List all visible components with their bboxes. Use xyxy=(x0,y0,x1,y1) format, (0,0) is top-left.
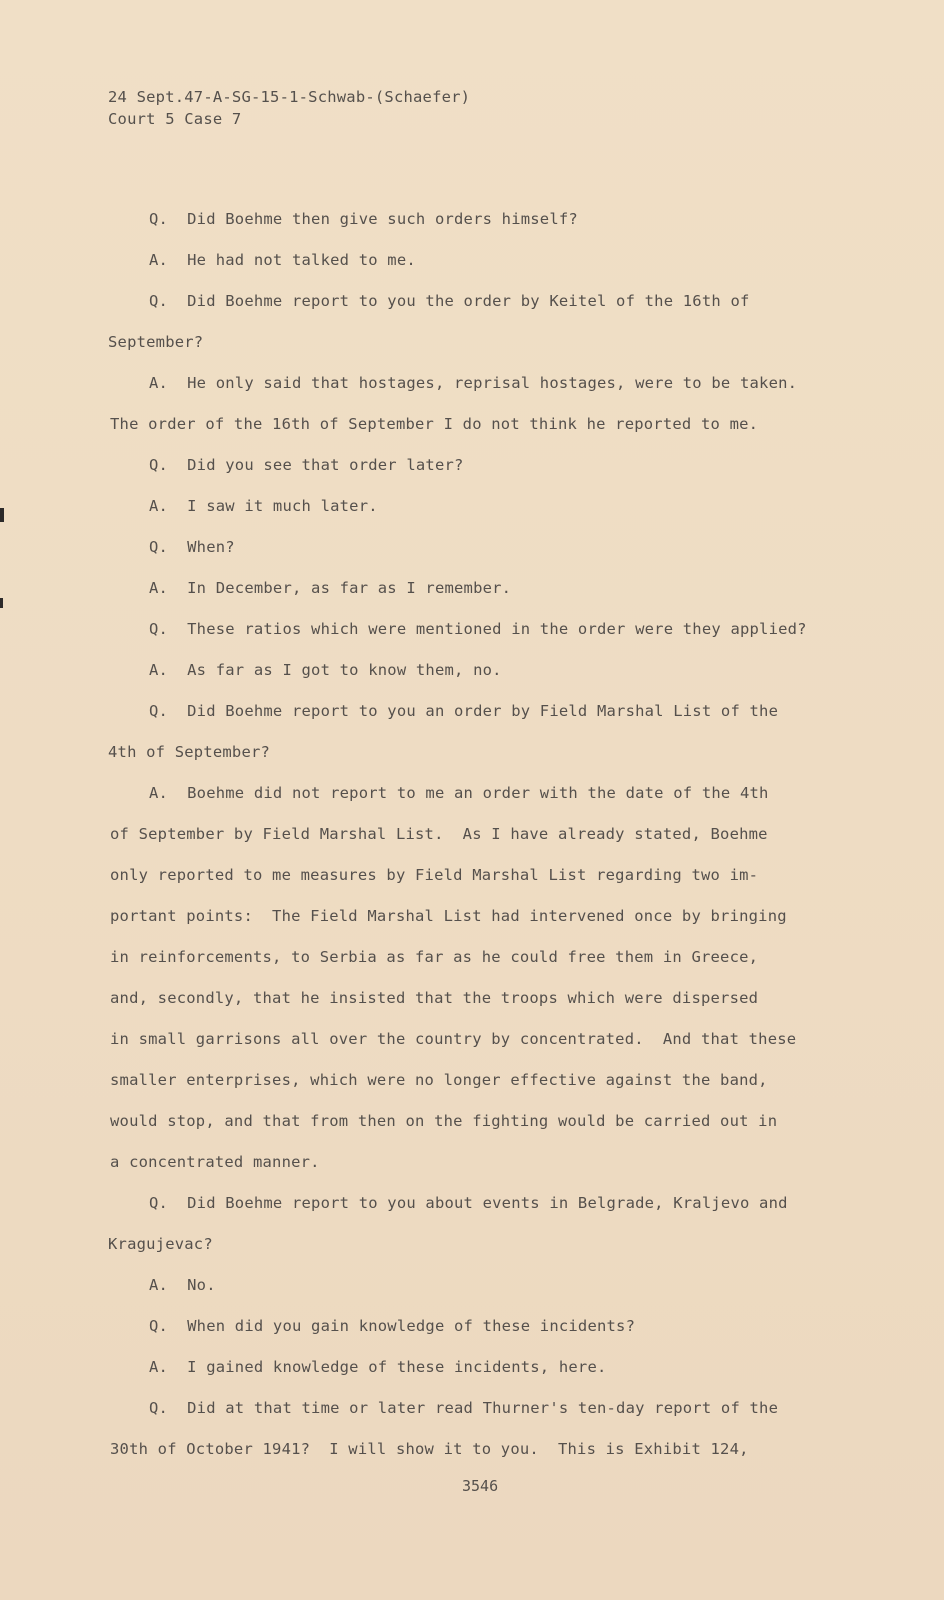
transcript-line: in small garrisons all over the country by concentrated. And that these xyxy=(110,1030,797,1048)
transcript-line: would stop, and that from then on the fighting would be carried out in xyxy=(110,1112,778,1130)
transcript-line: September? xyxy=(108,333,204,351)
transcript-line: portant points: The Field Marshal List had intervened once by bringing xyxy=(110,907,787,925)
transcript-line: A. He only said that hostages, reprisal hostages, were to be taken. xyxy=(149,374,798,392)
transcript-line: Q. Did Boehme report to you the order by Keitel of the 16th of xyxy=(149,292,750,310)
transcript-line: A. Boehme did not report to me an order with the date of the 4th xyxy=(149,784,769,802)
header-line-2: Court 5 Case 7 xyxy=(108,110,242,128)
transcript-line: Q. Did Boehme then give such orders himself? xyxy=(149,210,578,228)
transcript-line: of September by Field Marshal List. As I have already stated, Boehme xyxy=(110,825,768,843)
transcript-line: Q. These ratios which were mentioned in the order were they applied? xyxy=(149,620,807,638)
transcript-line: A. I gained knowledge of these incidents, here. xyxy=(149,1358,607,1376)
header-line-1: 24 Sept.47-A-SG-15-1-Schwab-(Schaefer) xyxy=(108,88,471,106)
transcript-line: 30th of October 1941? I will show it to you. This is Exhibit 124, xyxy=(110,1440,749,1458)
transcript-line: Q. Did Boehme report to you an order by Field Marshal List of the xyxy=(149,702,779,720)
transcript-line: Q. Did at that time or later read Thurner's ten-day report of the xyxy=(149,1399,779,1417)
binding-mark xyxy=(0,508,4,522)
transcript-line: A. No. xyxy=(149,1276,216,1294)
transcript-line: only reported to me measures by Field Marshal List regarding two im- xyxy=(110,866,759,884)
transcript-line: Q. Did Boehme report to you about events in Belgrade, Kraljevo and xyxy=(149,1194,788,1212)
page-number: 3546 xyxy=(462,1477,499,1495)
transcript-line: smaller enterprises, which were no longer effective against the band, xyxy=(110,1071,768,1089)
transcript-line: A. In December, as far as I remember. xyxy=(149,579,512,597)
binding-mark xyxy=(0,598,3,608)
transcript-line: The order of the 16th of September I do not think he reported to me. xyxy=(110,415,759,433)
transcript-line: Q. When did you gain knowledge of these incidents? xyxy=(149,1317,636,1335)
transcript-line: Q. Did you see that order later? xyxy=(149,456,464,474)
transcript-line: Q. When? xyxy=(149,538,235,556)
transcript-line: A. As far as I got to know them, no. xyxy=(149,661,502,679)
transcript-line: and, secondly, that he insisted that the troops which were dispersed xyxy=(110,989,759,1007)
transcript-line: in reinforcements, to Serbia as far as he could free them in Greece, xyxy=(110,948,759,966)
transcript-line: Kragujevac? xyxy=(108,1235,213,1253)
transcript-line: A. I saw it much later. xyxy=(149,497,378,515)
transcript-line: A. He had not talked to me. xyxy=(149,251,416,269)
transcript-line: 4th of September? xyxy=(108,743,271,761)
transcript-line: a concentrated manner. xyxy=(110,1153,320,1171)
